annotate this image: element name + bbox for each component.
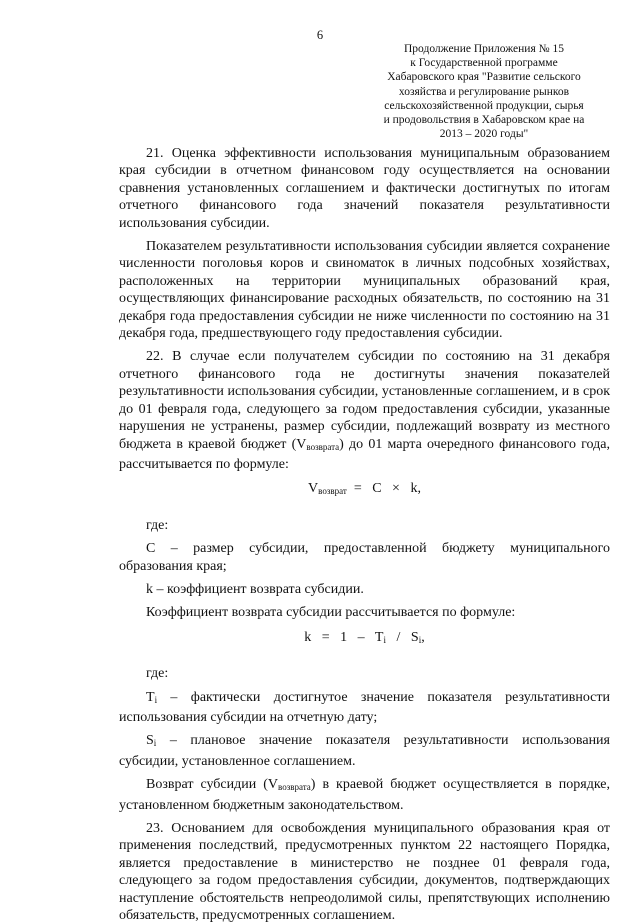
definition-t-subscript: i — [154, 694, 158, 705]
formula-return-coefficient — [119, 629, 610, 649]
k-formula-intro: Коэффициент возврата субсидии рассчитывается по формуле: — [146, 605, 516, 621]
spacer — [119, 655, 610, 665]
paragraph-21: 21. Оценка эффективности использования муниципальным образованием края субсидии в отчетном финансовом году осуществляется на основании сравнения установленных соглашением и фактически достигнутых по итогам отчетного финансового года значений показателя результативности использования субсидии. — [119, 146, 610, 231]
formula-ti-subscript: i — [383, 634, 386, 645]
page-number: 6 — [316, 28, 324, 42]
paragraph-22 — [119, 348, 610, 473]
return-procedure — [119, 776, 610, 814]
where-label: где: — [146, 666, 169, 682]
document-body — [119, 145, 610, 924]
definition-s — [119, 732, 610, 770]
paragraph-23: 23. Основанием для освобождения муниципального образования края от применения последствий, предусмотренных пунктом 22 настоящего Порядка, является предоставление в министерство не позднее 01 февраля года, следующего за годом предоставления субсидии, документов, подтверждающих наступление обстоятельств непреодолимой силы, препятствующих исполнению обязательств, предусмотренных соглашением. — [119, 821, 610, 924]
formula-rhs: = C × k, — [346, 481, 421, 497]
where-label: где: — [146, 517, 169, 533]
header-line: Продолжение Приложения № 15 — [404, 43, 564, 55]
definition-s-text: – плановое значение показателя результативности использования субсидии, установленное соглашением. — [119, 733, 610, 769]
header-line: к Государственной программе — [410, 57, 558, 70]
header-line: и продовольствия в Хабаровском крае на — [383, 114, 585, 127]
header-line: хозяйства и регулирование рынков — [398, 85, 570, 98]
definition-t — [119, 689, 610, 727]
return-subscript: возврата — [278, 782, 311, 793]
formula-lhs-subscript: возврат — [318, 486, 347, 497]
header-line: Хабаровского края "Развитие сельского — [387, 71, 581, 84]
definition-t-symbol: T — [146, 689, 155, 705]
formula-lhs: V — [308, 481, 319, 497]
paragraph-22-text-b: ) до 01 марта очередного финансового года, рассчитывается по формуле: — [119, 436, 610, 472]
definition-s-subscript: i — [153, 738, 157, 749]
formula-end: , — [421, 629, 425, 645]
header-line: сельскохозяйственной продукции, сырья — [384, 99, 584, 112]
formula-return-amount — [119, 480, 610, 500]
return-text-b: ) в краевой бюджет осуществляется в порядке, установленном бюджетным законодательством. — [119, 777, 610, 813]
return-text-a: Возврат субсидии (V — [146, 777, 278, 793]
paragraph-indicator: Показателем результативности использования субсидии является сохранение численности поголовья коров и свиноматок в личных подсобных хозяйствах, расположенных на территории муниципальных образований края, осуществляющих финансирование расходных обязательств, по состоянию на 31 декабря года предоставления субсидии не ниже численности по состоянию на 31 декабря года, предшествующего году предоставления субсидии. — [119, 239, 610, 342]
header-line: 2013 – 2020 годы" — [439, 128, 529, 141]
paragraph-22-text-a: 22. В случае если получателем субсидии по состоянию на 31 декабря отчетного финансового года не достигнуты значения показателей результативности использования субсидии, установленные соглашением, и в срок до 01 февраля года, следующего за годом предоставления субсидии, указанные нарушения не устранены, размер субсидии, подлежащий возврату из местного бюджета в краевой бюджет (V — [119, 349, 610, 452]
definition-k: k – коэффициент возврата субсидии. — [146, 581, 364, 597]
appendix-header — [370, 42, 598, 141]
spacer — [119, 507, 610, 517]
definition-c: C – размер субсидии, предоставленной бюджету муниципального образования края; — [119, 541, 610, 574]
subscript-vozvrata: возврата — [306, 441, 340, 452]
formula-mid-part: / S — [386, 629, 419, 645]
formula-si-subscript: i — [418, 634, 422, 645]
formula-k-part: k = 1 – T — [304, 629, 384, 645]
definition-t-text: – фактически достигнутое значение показателя результативности использования субсидии на отчетную дату; — [119, 689, 610, 725]
definition-s-symbol: S — [146, 733, 154, 749]
